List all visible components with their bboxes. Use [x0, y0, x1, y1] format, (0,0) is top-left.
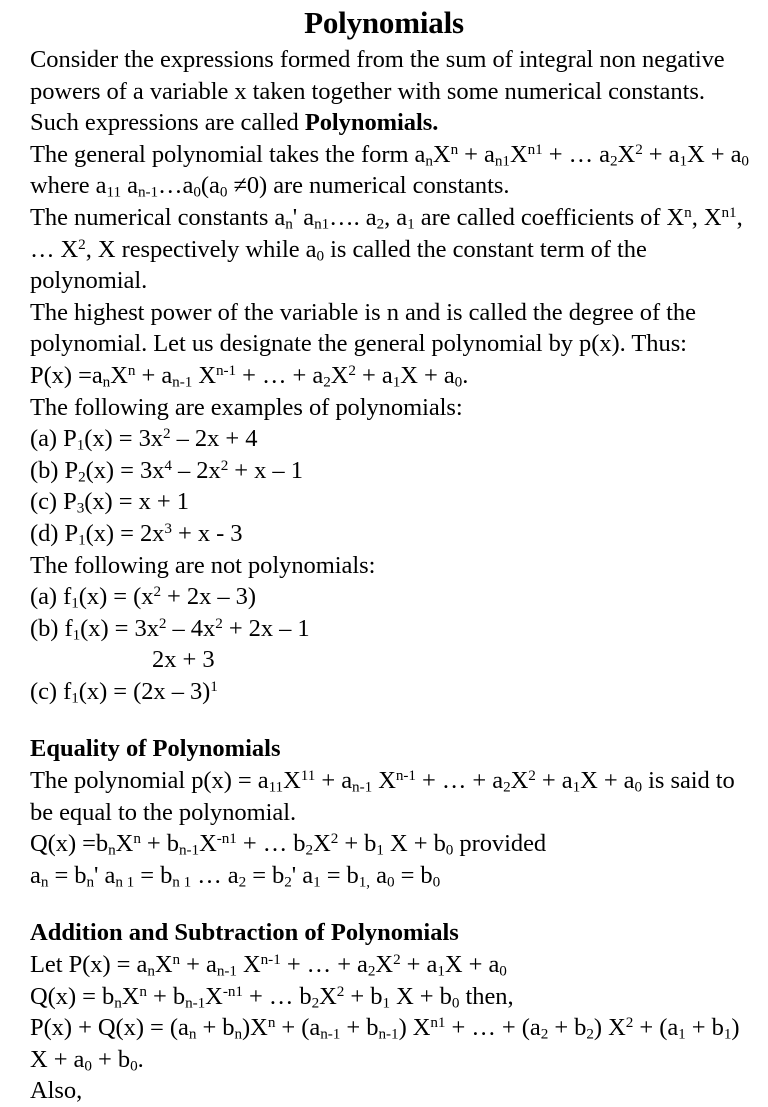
- section-spacer: [30, 707, 760, 733]
- addition-heading: Addition and Subtraction of Polynomials: [30, 919, 459, 947]
- sub-1: 1: [78, 531, 86, 549]
- sub-n: n: [86, 873, 95, 891]
- degree-formula: $P(x) =a_nX^n + a_{n-1}$ $X^{n-1}$ + … + $a_2X^2 + a_1X + a_0$.: [30, 361, 469, 391]
- sub-n1: n1: [494, 152, 510, 170]
- sub-n: n: [114, 993, 122, 1011]
- sub-2: 2: [78, 468, 86, 486]
- sub-1: 1: [437, 962, 445, 980]
- sub-n-minus-1: n-1: [172, 373, 193, 391]
- example-item-b: (b) $P_2(x) = 3x^4 - 2x^2 + x - 1$: [30, 456, 303, 486]
- section-spacer: [30, 891, 760, 917]
- sub-0: 0: [499, 962, 507, 980]
- sub-0: 0: [193, 183, 201, 201]
- sub-2: 2: [323, 373, 331, 391]
- sub-2: 2: [367, 962, 376, 980]
- sub-2: 2: [311, 993, 320, 1011]
- non-example-item-b: (b) $f_1(x) = 3x^2 - 4x^2 + 2x - 1$: [30, 614, 310, 644]
- sub-1: 1: [72, 626, 81, 644]
- sub-n-minus-1: n-1: [178, 841, 200, 859]
- sub-n-minus-1: n-1: [137, 183, 159, 201]
- sub-3: 3: [76, 499, 85, 517]
- equality-line-2: be equal to the polynomial.: [30, 798, 297, 826]
- sub-1: 1: [572, 778, 581, 796]
- sup-n-minus-1: n-1: [395, 767, 416, 785]
- sup-n: n: [450, 140, 459, 158]
- equality-line-4: $a_n = b_n'$ $a_{n 1} = b_{n 1}$ … $a_2 = b_2'$ $a_1 = b_{1,}$ $a_0 = b_0$: [30, 861, 441, 891]
- sub-2: 2: [540, 1025, 549, 1043]
- sub-n: n: [108, 841, 116, 859]
- sub-n: n: [425, 152, 433, 170]
- not-equal-symbol: ≠: [233, 172, 247, 200]
- sup-n: n: [267, 1014, 276, 1032]
- sup-1: 1: [210, 677, 218, 695]
- sup-2: 2: [330, 830, 339, 848]
- sub-1: 1: [376, 841, 384, 859]
- sub-2: 2: [238, 873, 247, 891]
- sub-1: 1: [723, 1025, 732, 1043]
- sup-2: 2: [163, 425, 171, 443]
- intro-line-2: powers of a variable x taken together with some numerical constants.: [30, 77, 705, 105]
- sub-n-1: n 1: [172, 873, 192, 891]
- degree-line-2: polynomial. Let us designate the general polynomial by p(x). Thus:: [30, 330, 687, 358]
- sup-n1: n1: [430, 1014, 446, 1032]
- non-example-item-a: (a) $f_1(x) = (x^2 + 2x - 3)$: [30, 583, 256, 612]
- page-title: Polynomials: [304, 5, 464, 40]
- non-example-denominator: 2x + 3: [152, 646, 215, 674]
- general-form-line-3: The numerical constants $a_n'$ $a_{n1}\dots$. $a_2$, $a_1$ are called coefficients of $X^n$, $X^{n1}$,: [30, 203, 743, 233]
- addition-line-5: Also,: [30, 1077, 83, 1105]
- sub-1: 1: [392, 373, 401, 391]
- intro-line-3: [30, 107, 760, 139]
- intro-line-3-text: Such expressions are called: [30, 109, 305, 137]
- sup-2: 2: [153, 583, 161, 601]
- sup-minus-n1: -n1: [222, 982, 243, 1000]
- apostrophe: ': [94, 861, 99, 889]
- sub-0: 0: [445, 841, 454, 859]
- apostrophe: ': [292, 203, 298, 231]
- sub-1-comma: 1,: [358, 873, 371, 891]
- sup-n-minus-1: n-1: [216, 362, 237, 380]
- sub-0: 0: [84, 1057, 92, 1075]
- sub-1: 1: [407, 215, 415, 233]
- apostrophe: ': [291, 861, 297, 889]
- sub-n: n: [188, 1025, 197, 1043]
- non-examples-heading: The following are not polynomials:: [30, 551, 376, 579]
- sub-0: 0: [219, 183, 228, 201]
- intro-line-1: Consider the expressions formed from the sum of integral non negative: [30, 46, 725, 73]
- sub-n: n: [40, 873, 49, 891]
- sub-0: 0: [741, 152, 749, 170]
- sup-2: 2: [215, 614, 223, 632]
- sub-1: 1: [313, 873, 321, 891]
- general-form-line-5: polynomial.: [30, 267, 148, 295]
- sub-n-minus-1: n-1: [378, 1025, 399, 1043]
- equality-line-1: The polynomial $p(x) = a_{11}X^{11} + a_{n-1}$ $X^{n-1}$ + … + $a_2X^2 + a_1X + a_0$ is said to: [30, 767, 735, 796]
- sub-2: 2: [305, 841, 314, 859]
- document-page: [0, 4, 768, 1105]
- sup-n-minus-1: n-1: [260, 951, 281, 969]
- sub-0: 0: [432, 873, 441, 891]
- sup-2: 2: [336, 982, 345, 1000]
- sup-2: 2: [635, 140, 643, 158]
- examples-heading: The following are examples of polynomials:: [30, 393, 463, 421]
- sub-n-1: n 1: [115, 873, 135, 891]
- sub-0: 0: [316, 246, 325, 264]
- sup-2: 2: [625, 1014, 634, 1032]
- sub-0: 0: [451, 993, 460, 1011]
- sup-n1: n1: [721, 204, 737, 222]
- equality-line-3: $Q(x) =b_nX^n + b_{n-1}X^{-n1}$ + … $b_2X^2 + b_1$ $X + b_0$ provided: [30, 830, 547, 859]
- addition-line-2: $Q(x) = b_nX^n + b_{n-1}X^{-n1}$ + … $b_2X^2 + b_1$ $X + b_0$ then,: [30, 982, 514, 1011]
- sup-11: 11: [300, 767, 316, 785]
- intro-line-3-emphasis: Polynomials.: [304, 109, 439, 137]
- sub-1: 1: [71, 594, 79, 612]
- sub-2: 2: [284, 873, 292, 891]
- sub-11: 11: [268, 778, 284, 796]
- non-example-item-c: (c) $f_1(x) = (2x - 3)^1$: [30, 677, 218, 707]
- sub-n: n: [234, 1025, 243, 1043]
- example-item-a: (a) $P_1(x) = 3x^2 - 2x + 4$: [30, 425, 258, 454]
- sup-n: n: [684, 204, 692, 222]
- sub-2: 2: [609, 152, 618, 170]
- sub-0: 0: [130, 1057, 138, 1075]
- document-body: [0, 44, 768, 1107]
- addition-line-1: Let $P(x) = a_nX^n + a_{n-1}$ $X^{n-1}$ + … + $a_2X^2 + a_1X + a_0$: [30, 951, 507, 980]
- sup-2: 2: [528, 767, 536, 785]
- sub-11: 11: [106, 183, 122, 201]
- addition-line-3: $P(x) + Q(x) = (a_n + b_n)X^n + (a_{n-1} + b_{n-1}) X^{n1}$ + … + $(a_2 + b_2) X^2 + (a_1 + b_1)$: [30, 1014, 740, 1043]
- sub-n: n: [102, 373, 111, 391]
- sup-n: n: [127, 362, 136, 380]
- sup-n: n: [139, 982, 147, 1000]
- sub-n-minus-1: n-1: [216, 962, 237, 980]
- sub-2: 2: [586, 1025, 594, 1043]
- sup-minus-n1: -n1: [216, 830, 237, 848]
- sup-2: 2: [348, 362, 356, 380]
- sup-n: n: [172, 951, 181, 969]
- sup-2: 2: [78, 235, 86, 253]
- sup-3: 3: [164, 520, 172, 538]
- equality-heading: Equality of Polynomials: [30, 735, 281, 763]
- sub-1: 1: [678, 1025, 686, 1043]
- sup-n: n: [133, 830, 141, 848]
- addition-line-4: $X + a_0 + b_0$.: [30, 1045, 144, 1075]
- sup-2: 2: [393, 951, 401, 969]
- example-item-d: (d) $P_1(x) = 2x^3 + x - 3$: [30, 519, 243, 549]
- sub-0: 0: [454, 373, 463, 391]
- sub-n: n: [147, 962, 155, 980]
- general-form-line-1: The general polynomial takes the form $a_nX^n + a_{n1}X^{n1}$ + … $a_2X^2 + a_1X + a_0$: [30, 140, 749, 170]
- sub-1: 1: [679, 152, 688, 170]
- sub-2: 2: [376, 215, 385, 233]
- sub-0: 0: [386, 873, 395, 891]
- sup-n1: n1: [527, 140, 543, 158]
- general-form-line-2: where $a_{11}$ $a_{n-1}\dots a_0(a_0 \ne 0)$ are numerical constants.: [30, 172, 510, 201]
- sup-4: 4: [164, 456, 172, 474]
- sub-1: 1: [76, 436, 85, 454]
- sub-n: n: [285, 215, 293, 233]
- degree-line-1: The highest power of the variable is n and is called the degree of the: [30, 298, 696, 326]
- sup-2: 2: [220, 456, 229, 474]
- sub-1: 1: [382, 993, 391, 1011]
- sub-1: 1: [71, 689, 79, 707]
- sub-n-minus-1: n-1: [352, 778, 373, 796]
- general-form-line-4: … $X^2$, X respectively while $a_0$ is called the constant term of the: [30, 235, 647, 264]
- sup-2: 2: [158, 614, 167, 632]
- sub-n1: n1: [314, 215, 330, 233]
- sub-n-minus-1: n-1: [320, 1025, 341, 1043]
- sub-0: 0: [634, 778, 643, 796]
- sub-2: 2: [503, 778, 511, 796]
- example-item-c: (c) $P_3(x) = x + 1$: [30, 488, 189, 517]
- sub-n-minus-1: n-1: [185, 993, 206, 1011]
